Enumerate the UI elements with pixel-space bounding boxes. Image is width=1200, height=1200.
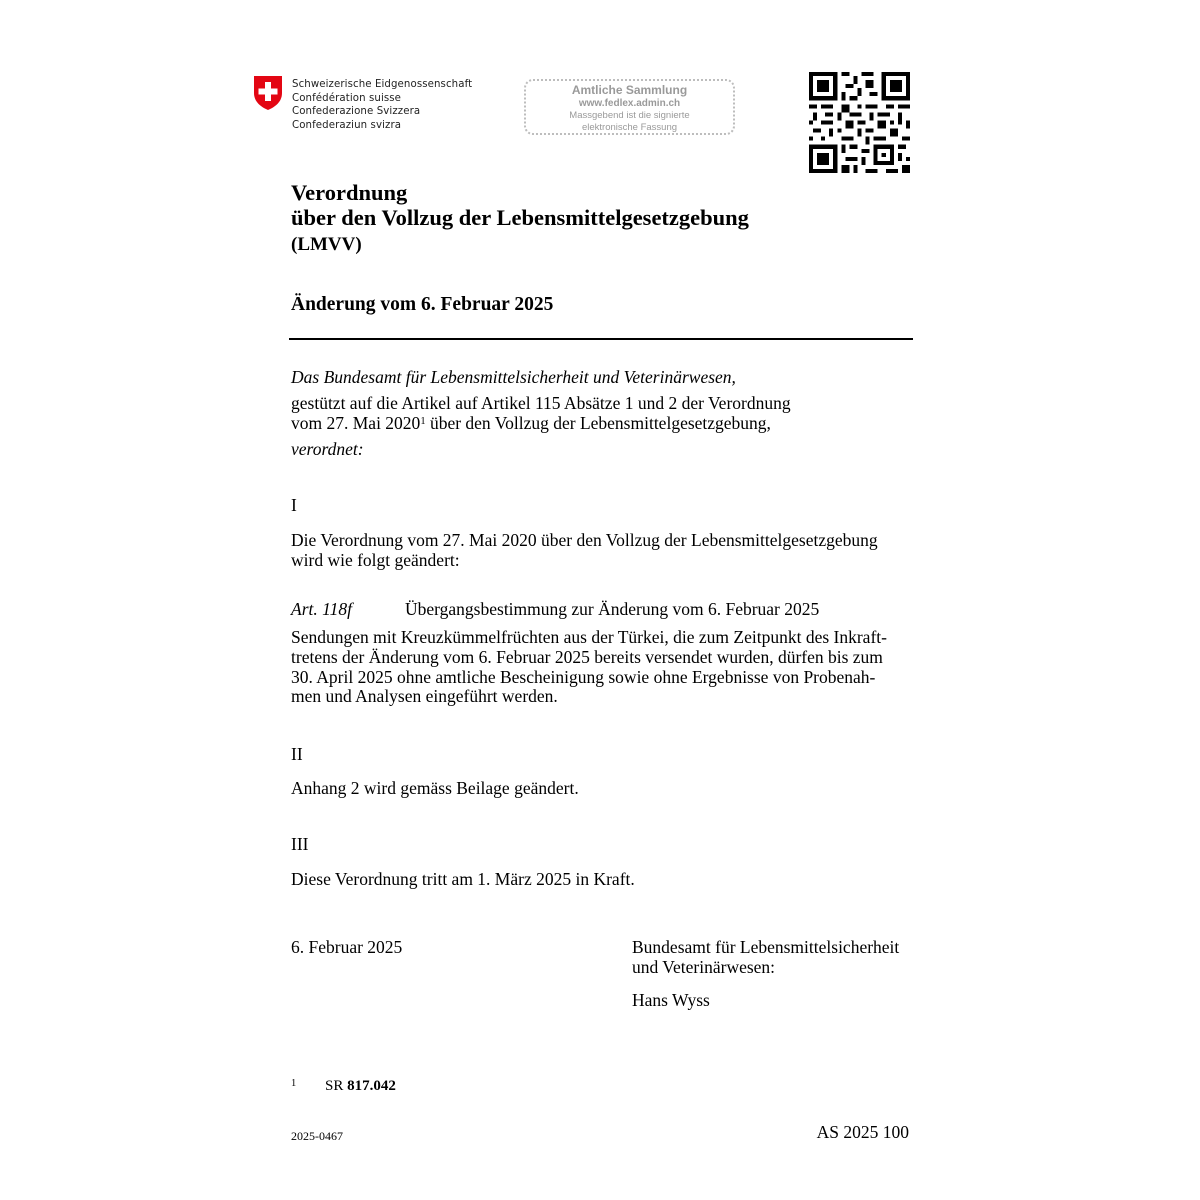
- footnote-reference: 817.042: [347, 1078, 396, 1094]
- stamp-title: Amtliche Sammlung: [571, 83, 688, 97]
- confederation-it: Confederazione Svizzera: [292, 106, 421, 117]
- article-number: Art. 118f: [291, 599, 352, 619]
- confederation-de: Schweizerische Eidgenossenschaft: [292, 79, 473, 90]
- qr-code-icon: [809, 72, 910, 173]
- stamp-url: www.fedlex.admin.ch: [578, 98, 681, 109]
- confederation-rm: Confederaziun svizra: [292, 119, 402, 131]
- footnote-prefix: SR: [325, 1078, 348, 1094]
- section-1-intro: [291, 531, 878, 571]
- preamble-basis-rest: über den Vollzug der Lebensmittelgesetzgebung,: [425, 412, 771, 433]
- stamp-note-1: Massgebend ist die signierte: [569, 110, 690, 121]
- stamp-note-2: elektronische Fassung: [581, 121, 678, 133]
- official-collection-stamp: [524, 79, 735, 135]
- section-2-text: Anhang 2 wird gemäss Beilage geändert.: [291, 778, 579, 798]
- section-3-text: Diese Verordnung tritt am 1. März 2025 in Kraft.: [291, 869, 635, 889]
- confederation-names: [292, 78, 472, 132]
- section-1-heading: I: [291, 495, 297, 515]
- preamble-basis-date: vom 27. Mai 2020: [291, 412, 421, 433]
- article-line-3: 30. April 2025 ohne amtliche Bescheinigung sowie ohne Ergebnisse von Probenah-: [291, 666, 876, 687]
- article-heading: [291, 599, 819, 620]
- preamble-basis: [291, 394, 791, 434]
- preamble-authority: Das Bundesamt für Lebensmittelsicherheit und Veterinärwesen,: [291, 367, 736, 387]
- amendment-date-heading: Änderung vom 6. Februar 2025: [291, 294, 554, 315]
- title-abbreviation: (LMVV): [291, 234, 362, 255]
- title-divider: [289, 338, 913, 340]
- section-1-intro-line-1: Die Verordnung vom 27. Mai 2020 über den Vollzug der Lebensmittelgesetzgebung: [291, 530, 878, 550]
- title-line-1: Verordnung: [291, 180, 408, 205]
- section-2-heading: II: [291, 744, 303, 764]
- article-line-2: tretens der Änderung vom 6. Februar 2025 bereits versendet wurden, dürfen bis zum: [291, 646, 883, 667]
- article-title: Übergangsbestimmung zur Änderung vom 6. Februar 2025: [405, 599, 820, 619]
- signature-authority-line-2: und Veterinärwesen:: [632, 956, 776, 977]
- footnote-number: 1: [291, 1078, 297, 1089]
- article-line-4: men und Analysen eingeführt werden.: [291, 686, 558, 707]
- section-1-intro-line-2: wird wie folgt geändert:: [291, 549, 460, 570]
- footnote-marker: 1: [420, 415, 426, 427]
- signature-date: 6. Februar 2025: [291, 937, 403, 957]
- signatory-name: Hans Wyss: [632, 990, 710, 1010]
- signature-authority: [632, 938, 899, 978]
- article-line-1: Sendungen mit Kreuzkümmelfrüchten aus der Türkei, die zum Zeitpunkt des Inkraft-: [291, 627, 887, 647]
- official-collection-reference: AS 2025 100: [816, 1122, 909, 1142]
- preamble-decree: verordnet:: [291, 439, 364, 459]
- article-body: [291, 628, 887, 707]
- title-line-2: über den Vollzug der Lebensmittelgesetzgebung: [291, 205, 749, 230]
- footnote: [291, 1078, 396, 1095]
- swiss-coat-of-arms-icon: [253, 75, 283, 111]
- preamble-basis-line-1: gestützt auf die Artikel auf Artikel 115 Absätze 1 und 2 der Verordnung: [291, 393, 791, 413]
- preamble-basis-line-2: [291, 414, 791, 434]
- ordinance-title: [291, 180, 749, 260]
- section-3-heading: III: [291, 834, 309, 854]
- confederation-fr: Confédération suisse: [292, 92, 402, 104]
- document-code: 2025-0467: [291, 1129, 343, 1143]
- signature-authority-line-1: Bundesamt für Lebensmittelsicherheit: [632, 937, 900, 957]
